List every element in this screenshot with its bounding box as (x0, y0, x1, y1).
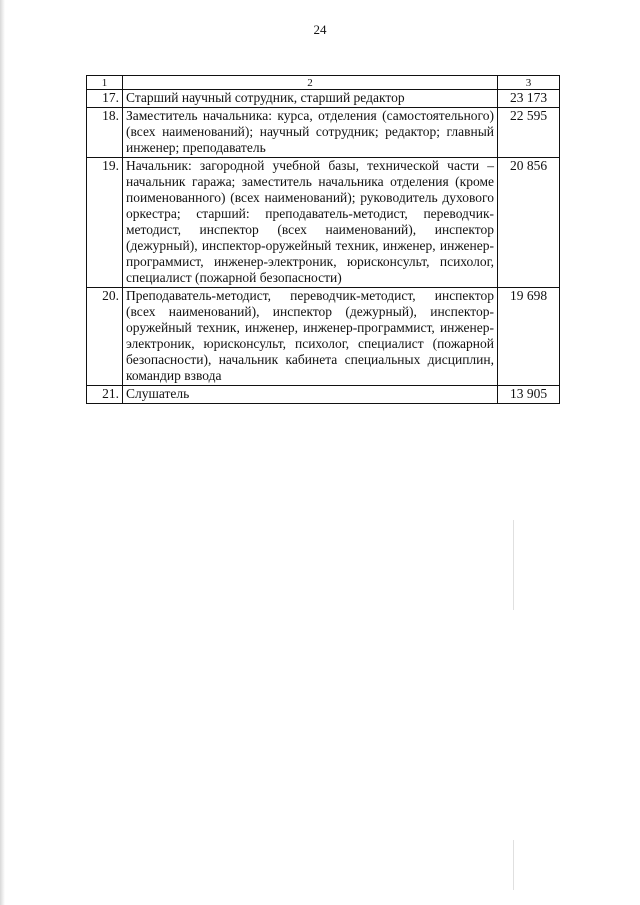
row-number: 17. (87, 90, 123, 108)
header-col-3: 3 (498, 76, 560, 90)
row-number: 20. (87, 288, 123, 386)
scan-artifact (513, 840, 514, 890)
salary-table (86, 75, 560, 404)
row-description: Начальник: загородной учебной базы, технической части – начальник гаража; заместитель начальника отделения (кроме поименованного) (всех наименований); руководитель духового оркестра; старший: преподаватель-методист, переводчик-методист, инспектор (всех наименований), инспектор (дежурный), инспектор-оружейный техник, инженер, инженер-программист, инженер-электроник, юрисконсульт, психолог, специалист (пожарной безопасности) (123, 158, 498, 288)
row-description: Старший научный сотрудник, старший редактор (123, 90, 498, 108)
row-value: 20 856 (498, 158, 560, 288)
row-value: 13 905 (498, 386, 560, 404)
row-description: Преподаватель-методист, переводчик-методист, инспектор (всех наименований), инспектор (дежурный), инспектор-оружейный техник, инженер, инженер-программист, инженер-электроник, юрисконсульт, психолог, специалист (пожарной безопасности), начальник кабинета специальных дисциплин, командир взвода (123, 288, 498, 386)
table-row (87, 108, 560, 158)
row-value: 19 698 (498, 288, 560, 386)
row-value: 23 173 (498, 90, 560, 108)
page-edge (0, 0, 5, 905)
header-col-1: 1 (87, 76, 123, 90)
table-row (87, 386, 560, 404)
row-number: 19. (87, 158, 123, 288)
row-value: 22 595 (498, 108, 560, 158)
table-row (87, 90, 560, 108)
row-description: Заместитель начальника: курса, отделения (самостоятельного) (всех наименований); научный сотрудник; редактор; главный инженер; преподаватель (123, 108, 498, 158)
header-col-2: 2 (123, 76, 498, 90)
scan-artifact (513, 520, 514, 610)
table-header-row (87, 76, 560, 90)
row-number: 18. (87, 108, 123, 158)
row-number: 21. (87, 386, 123, 404)
page-number: 24 (313, 22, 327, 37)
table-row (87, 158, 560, 288)
table-row (87, 288, 560, 386)
row-description: Слушатель (123, 386, 498, 404)
